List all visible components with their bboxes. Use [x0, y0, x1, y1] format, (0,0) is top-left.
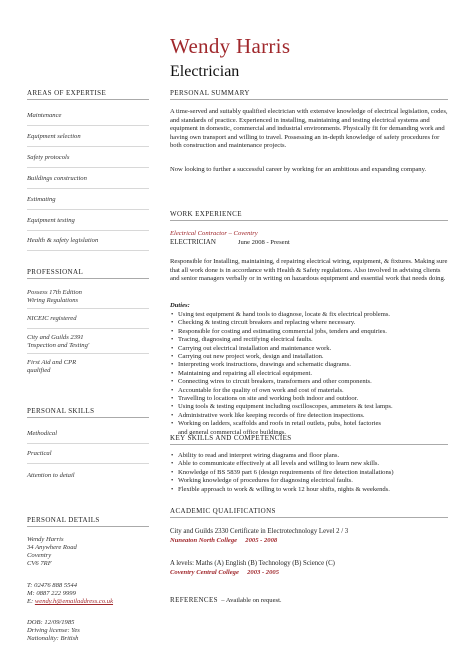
divider	[27, 443, 149, 444]
email-link[interactable]: wendy.h@emailaddress.co.uk	[34, 598, 114, 605]
duty-item: • Interpreting work instructions, drawings and schematic diagrams.	[170, 361, 450, 369]
personal-summary-heading: PERSONAL SUMMARY	[170, 89, 448, 100]
duty-item: • Responsible for costing and estimating commercial jobs, tenders and enquiries.	[170, 328, 450, 336]
personal-info-block	[27, 619, 149, 643]
professional-line: 'Inspection and Testing'	[27, 342, 90, 349]
dates: June 2008 - Present	[237, 239, 290, 246]
college-dates: 2003 - 2005	[247, 569, 279, 576]
duty-item: • Connecting wires to circuit breakers, transformers and other components.	[170, 378, 450, 386]
professional-item	[27, 359, 149, 375]
divider	[27, 209, 149, 210]
address-line: 34 Anywhere Road	[27, 544, 77, 551]
personal-skills-heading: PERSONAL SKILLS	[27, 407, 149, 418]
professional-item: NICEIC registered	[27, 315, 77, 322]
divider	[27, 308, 149, 309]
references-text: – Available on request.	[221, 597, 282, 604]
duty-item: • Accountable for the quality of own work and cost of materials.	[170, 387, 450, 395]
duty-item-continued: and general commercial office buildings.	[178, 428, 287, 436]
academic-heading: ACADEMIC QUALIFICATIONS	[170, 507, 448, 518]
address-line: Coventry	[27, 552, 52, 559]
divider	[27, 328, 149, 329]
professional-item	[27, 289, 149, 305]
references-line	[170, 596, 448, 606]
nationality: Nationality: British	[27, 635, 79, 642]
address-block	[27, 536, 149, 568]
candidate-name: Wendy Harris	[170, 34, 291, 58]
skill-item: • Able to communicate effectively at all levels and willing to learn new skills.	[170, 460, 450, 468]
divider	[27, 353, 149, 354]
phone-mobile: M: 0887 222 9999	[27, 590, 76, 597]
professional-line: City and Guilds 2391	[27, 334, 84, 341]
expertise-item: Equipment testing	[27, 217, 75, 224]
college: Coventry Central College	[170, 569, 239, 576]
work-experience-heading: WORK EXPERIENCE	[170, 210, 448, 221]
role-line	[170, 238, 448, 248]
divider	[27, 230, 149, 231]
phone-landline: T: 02476 888 5544	[27, 582, 78, 589]
areas-of-expertise-heading: AREAS OF EXPERTISE	[27, 89, 149, 100]
role: ELECTRICIAN	[170, 238, 216, 246]
duty-item: • Tracing, diagnosing and rectifying electrical faults.	[170, 336, 450, 344]
duty-item: • Travelling to locations on site and working both indoor and outdoor.	[170, 395, 450, 403]
skill-item: • Working knowledge of procedures for diagnosing electrical faults.	[170, 477, 450, 485]
expertise-item: Buildings construction	[27, 175, 87, 182]
duty-item: • Carrying out electrical installation and maintenance work.	[170, 345, 450, 353]
duty-item: • Checking & testing circuit breakers and replacing where necessary.	[170, 319, 450, 327]
skill-item: • Knowledge of BS 5839 part 6 (design requirements of fire detection installations)	[170, 469, 450, 477]
a-levels: A levels: Maths (A) English (B) Technology (B) Science (C)	[170, 560, 335, 567]
skill-item: • Ability to read and interpret wiring diagrams and floor plans.	[170, 452, 450, 460]
duty-item: • Using tools & testing equipment including oscilloscopes, ammeters & test lamps.	[170, 403, 450, 411]
personal-details-heading: PERSONAL DETAILS	[27, 516, 149, 527]
summary-paragraph: A time-served and suitably qualified electrician with extensive knowledge of electrical legislation, codes, and standards of practice. Experienced in installing, maintaining and testing electrical systems and equipment in domestic, commercial and industrial environments. Physically fit for demanding work and having own transport and willing to travel. Possessing an in-depth knowledge of safety procedures for both construction and maintenance projects.	[170, 108, 448, 150]
divider	[27, 188, 149, 189]
key-skills-list	[170, 452, 450, 494]
professional-line: Wiring Regulations	[27, 297, 79, 304]
address-line: CV6 7RF	[27, 560, 52, 567]
key-skills-heading: KEY SKILLS AND COMPETENCIES	[170, 434, 448, 445]
expertise-item: Maintenance	[27, 112, 62, 119]
duty-item: • Working on ladders, scaffolds and roofs in retail outlets, pubs, hotel factories	[170, 420, 450, 428]
divider	[27, 250, 149, 251]
professional-line: qualified	[27, 367, 51, 374]
driving-license: Driving license: Yes	[27, 627, 80, 634]
duty-item: • Using test equipment & hand tools to diagnose, locate & fix electrical problems.	[170, 311, 450, 319]
professional-line: First Aid and CPR	[27, 359, 77, 366]
employer: Electrical Contractor – Coventry	[170, 230, 258, 237]
duties-list	[170, 311, 450, 437]
personal-skill: Attention to detail	[27, 472, 75, 479]
skill-item: • Flexible approach to work & willing to work 12 hour shifts, nights & weekends.	[170, 486, 450, 494]
divider	[27, 463, 149, 464]
work-description: Responsible for Installing, maintaining, d repairing electrical wiring, equipment, & fixtures. Making sure that all work done is in accordance with Health & Safety regulations. Also involved in advising clients and senior managers verbally or in writing on hazardous equipment and essential work that needs doing.	[170, 258, 448, 283]
college-dates: 2005 - 2008	[245, 537, 278, 544]
divider	[27, 125, 149, 126]
summary-paragraph-2: Now looking to further a successful career by working for an ambitious and expanding company.	[170, 166, 427, 173]
professional-item	[27, 334, 149, 350]
duty-item: • Administrative work like keeping records of fire detection inspections.	[170, 412, 450, 420]
a-levels-college-line	[170, 569, 448, 578]
expertise-item: Estimating	[27, 196, 56, 203]
professional-heading: PROFESSIONAL	[27, 268, 149, 279]
qualification-1: City and Guilds 2330 Certificate in Electrotechnology Level 2 / 3	[170, 528, 349, 535]
email-line: E: wendy.h@emailaddress.co.uk	[27, 598, 114, 605]
divider	[27, 146, 149, 147]
contact-block	[27, 582, 149, 606]
address-line: Wendy Harris	[27, 536, 64, 543]
college: Nuneaton North College	[170, 537, 238, 544]
qualification-1-college-line	[170, 537, 448, 546]
job-title: Electrician	[170, 63, 240, 80]
expertise-item: Safety protocols	[27, 154, 70, 161]
date-of-birth: DOB: 12/09/1985	[27, 619, 75, 626]
professional-line: Possess 17th Edition	[27, 289, 82, 296]
personal-skill: Practical	[27, 450, 52, 457]
duties-label: Duties:	[170, 302, 190, 309]
duty-item: • Maintaining and repairing all electrical equipment.	[170, 370, 450, 378]
divider	[27, 167, 149, 168]
references-heading: REFERENCES	[170, 596, 218, 604]
expertise-item: Health & safety legislation	[27, 237, 99, 244]
personal-skill: Methodical	[27, 430, 58, 437]
duty-item: • Carrying out new project work, design and installation.	[170, 353, 450, 361]
expertise-item: Equipment selection	[27, 133, 81, 140]
